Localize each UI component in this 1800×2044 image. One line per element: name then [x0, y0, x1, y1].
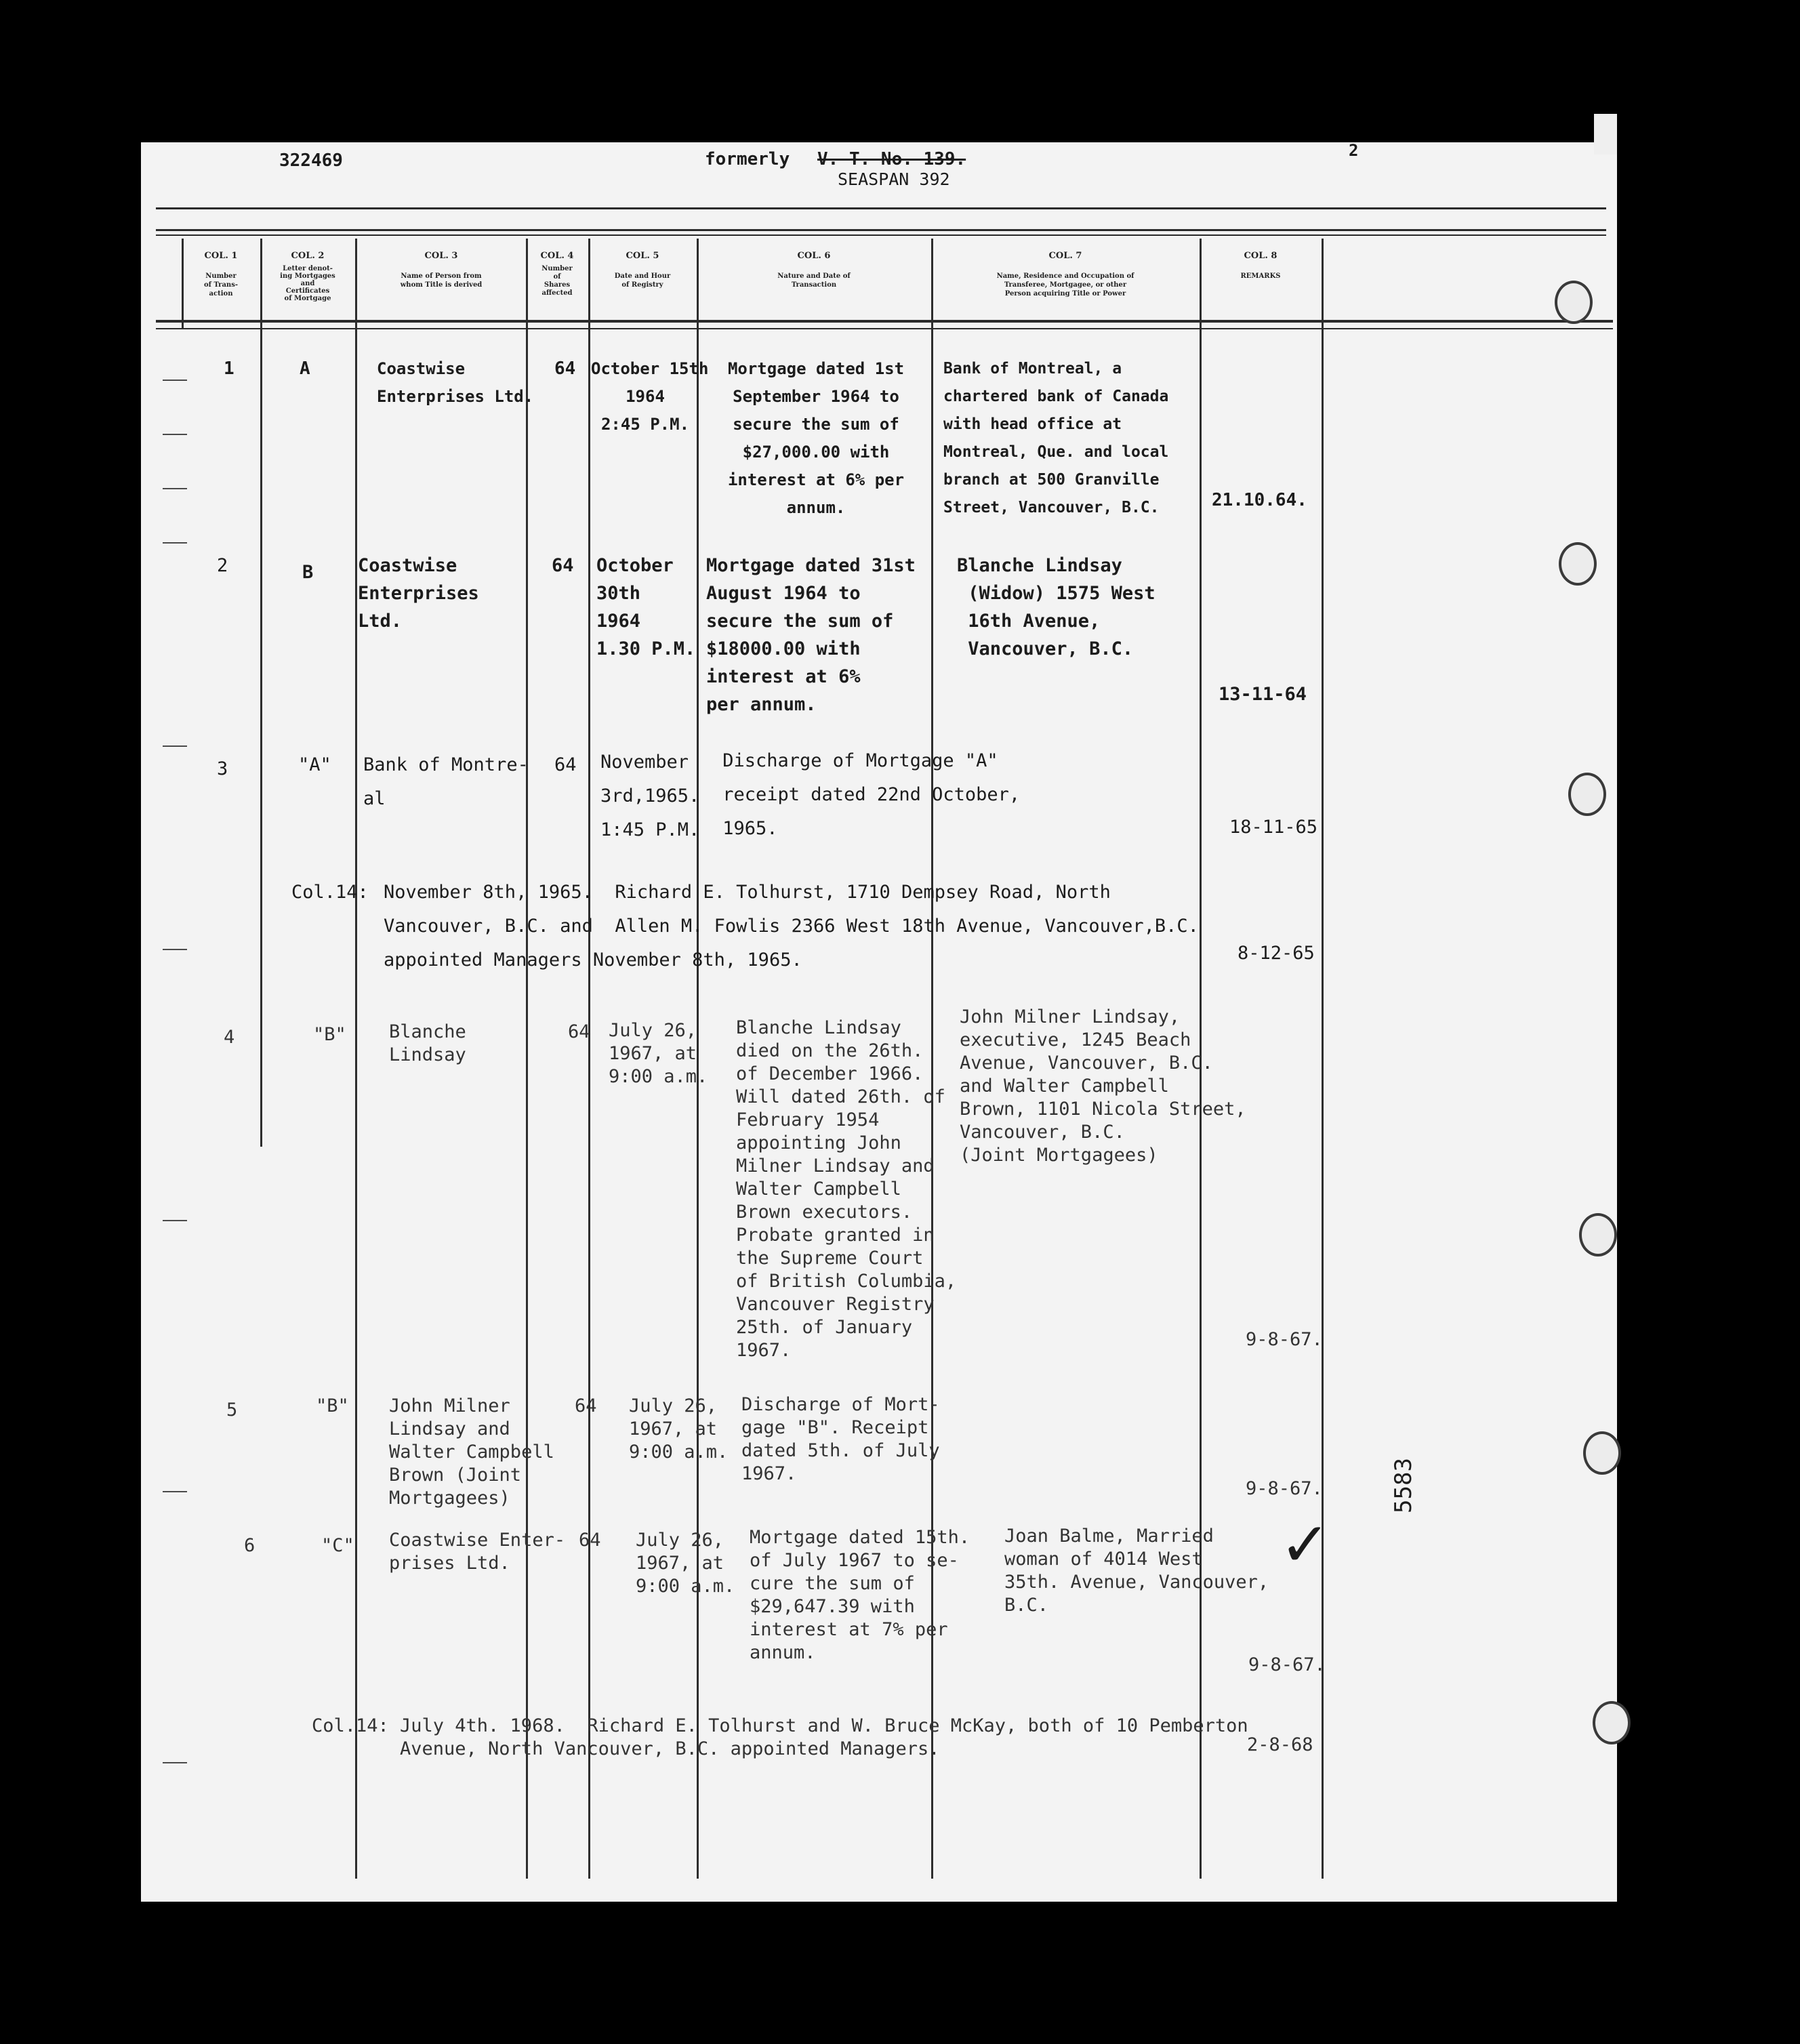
header-col-4 [527, 251, 587, 298]
margin-tick [163, 434, 187, 435]
entry-5-date: July 26, 1967, at 9:00 a.m. [629, 1395, 729, 1463]
header-col-6-number: COL. 6 [797, 251, 831, 261]
header-col-1-number: COL. 1 [204, 251, 238, 261]
entry-6-remarks: 9-8-67. [1248, 1654, 1326, 1675]
col-line-1 [260, 239, 262, 1147]
header-col-7-title: Name, Residence and Occupation of Transferee, Mortgagee, or other Person acquiring Title or Power [996, 272, 1134, 298]
binder-hole [1579, 1213, 1617, 1256]
page-corner [1594, 114, 1617, 155]
entry-3-date: November 3rd,1965. 1:45 P.M. [600, 752, 700, 840]
entry-5-number: 5 [226, 1399, 238, 1420]
margin-tick [163, 1762, 187, 1763]
entry-4-acquirer: John Milner Lindsay, executive, 1245 Beach Avenue, Vancouver, B.C. and Walter Campbell Brown, 1101 Nicola Street, Vancouver, B.C. (Joint Mortgagees) [960, 1006, 1246, 1166]
former-vessel-name: V. T. No. 139. [817, 149, 966, 169]
col-line-3 [526, 239, 528, 1879]
margin-tick [163, 949, 187, 950]
entry-5-nature: Discharge of Mort- gage "B". Receipt dated 5th. of July 1967. [741, 1394, 940, 1484]
entry-2-shares: 64 [552, 555, 574, 576]
entry-6-date: July 26, 1967, at 9:00 a.m. [636, 1530, 735, 1597]
col14-1968-label: Col.14: [312, 1715, 389, 1736]
entry-5-from: John Milner Lindsay and Walter Campbell Brown (Joint Mortgagees) [389, 1395, 554, 1509]
entry-6-shares: 64 [579, 1530, 601, 1551]
header-rule-bottom [156, 320, 1613, 323]
header-col-1 [183, 251, 259, 298]
header-rule-double [156, 234, 1606, 236]
header-col-8-title: REMARKS [1240, 272, 1281, 280]
header-col-3-title: Name of Person from whom Title is derived [400, 272, 483, 289]
header-col-8 [1201, 251, 1320, 281]
registration-number: 322469 [279, 150, 343, 171]
header-col-8-number: COL. 8 [1244, 251, 1277, 261]
binder-hole [1568, 773, 1606, 816]
entry-2-remarks: 13-11-64 [1219, 684, 1307, 705]
header-col-5-title: Date and Hour of Registry [614, 272, 671, 289]
entry-2-date: October 30th 1964 1.30 P.M. [596, 555, 696, 659]
binder-hole [1593, 1701, 1631, 1744]
entry-5-shares: 64 [575, 1395, 597, 1416]
binder-hole [1583, 1431, 1621, 1475]
entry-6-check-mark: ✓ [1280, 1509, 1331, 1580]
header-col-4-number: COL. 4 [540, 251, 574, 261]
entry-3-shares: 64 [554, 754, 577, 775]
entry-4-shares: 64 [568, 1021, 590, 1042]
page-number: 2 [1349, 141, 1359, 160]
entry-1-remarks: 21.10.64. [1212, 490, 1307, 510]
entry-5-letter: "B" [316, 1395, 349, 1416]
col14-1968-text: July 4th. 1968. Richard E. Tolhurst and W. Bruce McKay, both of 10 Pemberton Avenue, North Vancouver, B.C. appointed Managers. [400, 1715, 1248, 1759]
header-rule-top [156, 229, 1606, 231]
entry-6-from: Coastwise Enter- prises Ltd. [389, 1530, 566, 1574]
entry-3-number: 3 [217, 758, 228, 779]
entry-2-acquirer: Blanche Lindsay (Widow) 1575 West 16th Avenue, Vancouver, B.C. [957, 555, 1155, 659]
entry-4-from: Blanche Lindsay [389, 1021, 466, 1065]
entry-3-from: Bank of Montre- al [363, 754, 529, 809]
formerly-label: formerly [705, 149, 790, 169]
header-rule-bottom-2 [156, 328, 1613, 329]
entry-1-letter: A [300, 359, 310, 379]
entry-1-date: October 15th 1964 2:45 P.M. [591, 359, 709, 434]
margin-tick [163, 1220, 187, 1221]
header-col-3-number: COL. 3 [424, 251, 458, 261]
header-col-6 [698, 251, 930, 289]
col-line-8 [1322, 239, 1324, 1879]
header-col-5 [590, 251, 695, 289]
entry-3-letter: "A" [298, 754, 331, 775]
entry-1-from: Coastwise Enterprises Ltd. [377, 359, 534, 406]
entry-3-nature: Discharge of Mortgage "A" receipt dated 22nd October, 1965. [722, 750, 1021, 839]
col14-1965-label: Col.14: [291, 882, 369, 903]
margin-tick [163, 380, 187, 381]
header-col-5-number: COL. 5 [626, 251, 659, 261]
entry-4-nature: Blanche Lindsay died on the 26th. of December 1966. Will dated 26th. of February 1954 appointing John Milner Lindsay and Walter Campbell Brown executors. Probate granted in the Supreme Court of British Columbia, Vancouver Registry 25th. of January 1967. [736, 1017, 957, 1361]
entry-6-letter: "C" [321, 1535, 354, 1556]
header-col-7-number: COL. 7 [1048, 251, 1082, 261]
top-rule [156, 207, 1606, 209]
entry-6-nature: Mortgage dated 15th. of July 1967 to se- cure the sum of $29,647.39 with interest at 7% per annum. [750, 1527, 970, 1663]
entry-2-from: Coastwise Enterprises Ltd. [358, 555, 479, 632]
entry-6-number: 6 [244, 1535, 255, 1556]
margin-tick [163, 542, 187, 544]
margin-tick [163, 745, 187, 747]
col14-1965-text: November 8th, 1965. Richard E. Tolhurst, 1710 Dempsey Road, North Vancouver, B.C. and Allen M. Fowlis 2366 West 18th Avenue, Vancouver,B.C. appointed Managers November 8th, 1965. [384, 882, 1199, 970]
header-col-2 [262, 251, 354, 302]
col-line-4 [588, 239, 590, 1879]
header-col-4-title: Number of Shares affected [541, 265, 573, 297]
header-col-2-number: COL. 2 [291, 251, 325, 261]
entry-1-nature: Mortgage dated 1st September 1964 to secure the sum of $27,000.00 with interest at 6% per annum. [727, 359, 905, 517]
margin-tick [163, 488, 187, 489]
entry-6-acquirer: Joan Balme, Married woman of 4014 West 35th. Avenue, Vancouver, B.C. [1004, 1526, 1269, 1616]
header-col-3 [358, 251, 525, 289]
margin-tick [163, 1491, 187, 1492]
entry-1-number: 1 [224, 359, 234, 379]
entry-5-remarks: 9-8-67. [1246, 1478, 1323, 1499]
entry-4-remarks: 9-8-67. [1246, 1329, 1323, 1350]
entry-1-shares: 64 [554, 359, 576, 379]
entry-1-acquirer: Bank of Montreal, a chartered bank of Canada with head office at Montreal, Que. and local branch at 500 Granville Street, Vancouver, B.C. [943, 360, 1169, 516]
binder-hole [1555, 281, 1593, 324]
margin-stamp-number: 5583 [1389, 1458, 1417, 1513]
current-vessel-name: SEASPAN 392 [838, 169, 950, 189]
entry-2-letter: B [302, 562, 314, 583]
header-col-1-title: Number of Trans- action [204, 272, 238, 298]
col14-1965-remarks: 8-12-65 [1238, 943, 1315, 964]
entry-3-remarks: 18-11-65 [1229, 817, 1318, 838]
header-col-7 [933, 251, 1198, 298]
col-line-2 [355, 239, 357, 1879]
header-col-6-title: Nature and Date of Transaction [777, 272, 851, 289]
entry-2-nature: Mortgage dated 31st August 1964 to secure the sum of $18000.00 with interest at 6% per annum. [706, 555, 916, 715]
entry-4-date: July 26, 1967, at 9:00 a.m. [609, 1020, 708, 1087]
entry-4-number: 4 [224, 1027, 235, 1048]
header-col-2-title: Letter denot- ing Mortgages and Certificates of Mortgage [280, 265, 335, 302]
entry-4-letter: "B" [313, 1024, 346, 1045]
entry-2-number: 2 [217, 555, 228, 576]
col14-1968-remarks: 2-8-68 [1247, 1734, 1313, 1755]
binder-hole [1559, 542, 1597, 586]
